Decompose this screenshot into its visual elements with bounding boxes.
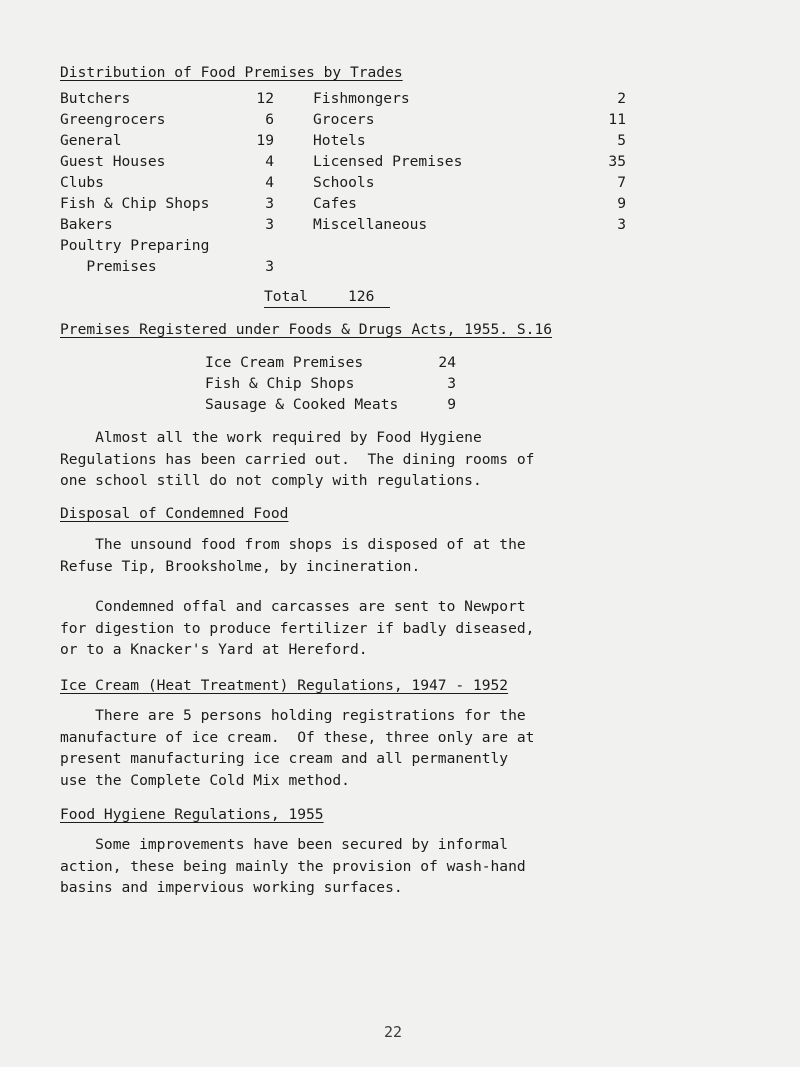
trade-count: 3 bbox=[265, 216, 274, 233]
total-underline bbox=[264, 307, 390, 308]
registered-item-name: Ice Cream Premises bbox=[205, 354, 364, 371]
trade-name: Clubs bbox=[60, 174, 104, 191]
trade-count: 3 bbox=[265, 195, 274, 212]
total-value: 126 bbox=[348, 288, 375, 305]
trade-name: Grocers bbox=[313, 111, 375, 128]
trade-count: 19 bbox=[256, 132, 274, 149]
total-label: Total bbox=[264, 288, 308, 305]
trade-name: Fish & Chip Shops bbox=[60, 195, 210, 212]
trade-count: 9 bbox=[617, 195, 626, 212]
trade-name: Fishmongers bbox=[313, 90, 410, 107]
ice-cream-paragraph: There are 5 persons holding registrations for the manufacture of ice cream. Of these, three only are at present manufacturing ice cream and all permanently use the Complete Cold Mix method. bbox=[60, 707, 535, 789]
registered-item-name: Fish & Chip Shops bbox=[205, 375, 355, 392]
registered-heading: Premises Registered under Foods & Drugs Acts, 1955. S.16 bbox=[60, 321, 553, 338]
registered-item-count: 24 bbox=[438, 354, 456, 371]
trade-count: 4 bbox=[265, 174, 274, 191]
trade-count: 3 bbox=[265, 258, 274, 275]
hygiene-heading: Food Hygiene Regulations, 1955 bbox=[60, 806, 324, 823]
registered-paragraph: Almost all the work required by Food Hygiene Regulations has been carried out. The dining rooms of one school still do not comply with regulations. bbox=[60, 429, 535, 489]
trade-name: Cafes bbox=[313, 195, 357, 212]
page-number: 22 bbox=[384, 1023, 403, 1041]
trade-name: Miscellaneous bbox=[313, 216, 428, 233]
disposal-heading: Disposal of Condemned Food bbox=[60, 505, 289, 522]
page-title: Distribution of Food Premises by Trades bbox=[60, 64, 403, 81]
trade-count: 12 bbox=[256, 90, 274, 107]
trade-name: Poultry Preparing bbox=[60, 237, 210, 254]
trade-count: 5 bbox=[617, 132, 626, 149]
hygiene-paragraph: Some improvements have been secured by informal action, these being mainly the provision of wash-hand basins and impervious working surfaces. bbox=[60, 836, 526, 896]
registered-item-count: 3 bbox=[447, 375, 456, 392]
trade-name: Greengrocers bbox=[60, 111, 166, 128]
trade-name: Butchers bbox=[60, 90, 131, 107]
registered-item-name: Sausage & Cooked Meats bbox=[205, 396, 399, 413]
trade-count: 3 bbox=[617, 216, 626, 233]
disposal-paragraph-2: Condemned offal and carcasses are sent to Newport for digestion to produce fertilizer if badly diseased, or to a Knacker's Yard at Hereford. bbox=[60, 598, 535, 658]
trade-count: 35 bbox=[608, 153, 626, 170]
trade-name: Licensed Premises bbox=[313, 153, 463, 170]
registered-item-count: 9 bbox=[447, 396, 456, 413]
trade-count: 4 bbox=[265, 153, 274, 170]
ice-cream-heading: Ice Cream (Heat Treatment) Regulations, 1947 - 1952 bbox=[60, 677, 509, 694]
trade-name: Premises bbox=[60, 258, 157, 275]
trade-count: 11 bbox=[608, 111, 626, 128]
disposal-paragraph-1: The unsound food from shops is disposed of at the Refuse Tip, Brooksholme, by incineration. bbox=[60, 536, 526, 575]
trade-count: 2 bbox=[617, 90, 626, 107]
trade-count: 6 bbox=[265, 111, 274, 128]
trade-name: Schools bbox=[313, 174, 375, 191]
trade-name: Bakers bbox=[60, 216, 113, 233]
trade-name: Guest Houses bbox=[60, 153, 166, 170]
trade-count: 7 bbox=[617, 174, 626, 191]
trade-name: Hotels bbox=[313, 132, 366, 149]
trade-name: General bbox=[60, 132, 122, 149]
